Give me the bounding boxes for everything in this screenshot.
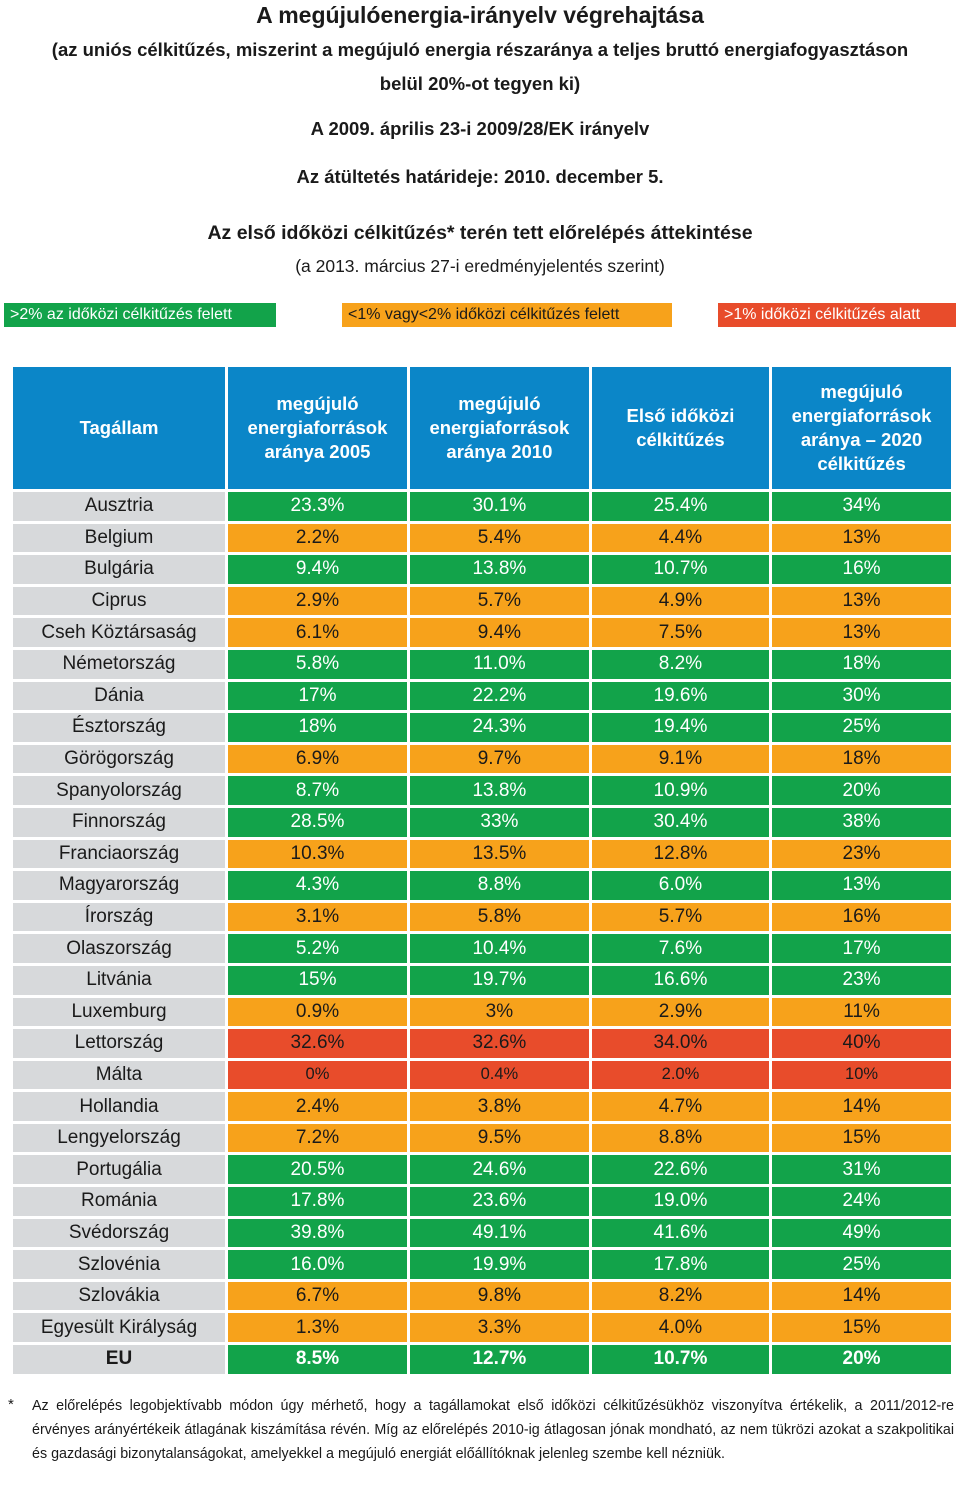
- target-2020-cell: 18%: [772, 745, 951, 774]
- table-row: [13, 934, 951, 963]
- share-2010-cell: 22.2%: [410, 682, 589, 711]
- target-2020-cell: 13%: [772, 524, 951, 553]
- target-2020-cell: 20%: [772, 776, 951, 805]
- target-2020-cell: 25%: [772, 1250, 951, 1279]
- share-2005-cell: 6.9%: [228, 745, 407, 774]
- country-cell: Románia: [13, 1187, 225, 1216]
- share-2010-cell: 32.6%: [410, 1029, 589, 1058]
- table-row: [13, 1345, 951, 1374]
- country-cell: Lengyelország: [13, 1124, 225, 1153]
- share-2010-cell: 19.7%: [410, 966, 589, 995]
- interim-target-cell: 7.6%: [592, 934, 769, 963]
- table-row: [13, 587, 951, 616]
- share-2005-cell: 7.2%: [228, 1124, 407, 1153]
- share-2010-cell: 23.6%: [410, 1187, 589, 1216]
- target-2020-cell: 24%: [772, 1187, 951, 1216]
- target-2020-cell: 14%: [772, 1282, 951, 1311]
- interim-target-cell: 8.8%: [592, 1124, 769, 1153]
- share-2010-cell: 33%: [410, 808, 589, 837]
- share-2010-cell: 0.4%: [410, 1061, 589, 1090]
- overview-note: (a 2013. március 27-i eredményjelentés szerint): [295, 256, 665, 276]
- legend-orange: <1% vagy<2% időközi célkitűzés felett: [342, 303, 672, 327]
- share-2005-cell: 5.8%: [228, 650, 407, 679]
- target-2020-cell: 13%: [772, 587, 951, 616]
- share-2010-cell: 3%: [410, 998, 589, 1027]
- share-2010-cell: 11.0%: [410, 650, 589, 679]
- share-2010-cell: 13.8%: [410, 776, 589, 805]
- country-cell: Németország: [13, 650, 225, 679]
- country-cell: Szlovénia: [13, 1250, 225, 1279]
- share-2005-cell: 39.8%: [228, 1219, 407, 1248]
- country-cell: Málta: [13, 1061, 225, 1090]
- share-2005-cell: 15%: [228, 966, 407, 995]
- interim-target-cell: 12.8%: [592, 840, 769, 869]
- country-cell: EU: [13, 1345, 225, 1374]
- interim-target-cell: 8.2%: [592, 1282, 769, 1311]
- transposition-deadline: Az átültetés határideje: 2010. december 5.: [296, 166, 664, 187]
- interim-target-cell: 19.4%: [592, 713, 769, 742]
- header-share-2005: megújuló energiaforrások aránya 2005: [228, 367, 407, 489]
- table-body: [13, 492, 951, 1374]
- share-2005-cell: 28.5%: [228, 808, 407, 837]
- footnote-marker: *: [8, 1396, 14, 1413]
- subtitle-line-1: (az uniós célkitűzés, miszerint a megújuló energia részaránya a teljes bruttó energiafogyasztáson: [51, 39, 909, 60]
- target-2020-cell: 10%: [772, 1061, 951, 1090]
- table-row: [13, 492, 951, 521]
- interim-target-cell: 22.6%: [592, 1155, 769, 1184]
- share-2010-cell: 3.3%: [410, 1313, 589, 1342]
- share-2010-cell: 8.8%: [410, 871, 589, 900]
- interim-target-cell: 2.9%: [592, 998, 769, 1027]
- target-2020-cell: 16%: [772, 555, 951, 584]
- header-2020-target: megújuló energiaforrások aránya – 2020 célkitűzés: [772, 367, 951, 489]
- country-cell: Finnország: [13, 808, 225, 837]
- table-row: [13, 1187, 951, 1216]
- footnote-text: Az előrelépés legobjektívabb módon úgy mérhető, hogy a tagállamokat első időközi célkitűzésükhöz viszonyítva értékelik, a 2011/2012-re érvényes arányértékeik átlagának kiszámítása révén. Míg az előrelépés 2010-ig átlagosan jónak mondható, az nem tükrözi azokat a szakpolitikai és gazdasági bizonytalanságokat, amelyekkel a megújuló energiát előállítóknak jelenleg szembe kell nézniük.: [32, 1398, 954, 1462]
- share-2010-cell: 49.1%: [410, 1219, 589, 1248]
- target-2020-cell: 13%: [772, 871, 951, 900]
- share-2010-cell: 5.8%: [410, 903, 589, 932]
- overview-heading: Az első időközi célkitűzés* terén tett előrelépés áttekintése: [207, 222, 753, 244]
- interim-target-cell: 10.7%: [592, 555, 769, 584]
- country-cell: Belgium: [13, 524, 225, 553]
- interim-target-cell: 16.6%: [592, 966, 769, 995]
- table-row: [13, 903, 951, 932]
- target-2020-cell: 16%: [772, 903, 951, 932]
- target-2020-cell: 14%: [772, 1092, 951, 1121]
- country-cell: Cseh Köztársaság: [13, 618, 225, 647]
- share-2005-cell: 32.6%: [228, 1029, 407, 1058]
- header-first-interim-target: Első időközi célkitűzés: [592, 367, 769, 489]
- table-row: [13, 998, 951, 1027]
- country-cell: Észtország: [13, 713, 225, 742]
- interim-target-cell: 8.2%: [592, 650, 769, 679]
- share-2005-cell: 20.5%: [228, 1155, 407, 1184]
- interim-target-cell: 2.0%: [592, 1061, 769, 1090]
- interim-target-cell: 25.4%: [592, 492, 769, 521]
- share-2005-cell: 17%: [228, 682, 407, 711]
- table-row: [13, 555, 951, 584]
- target-2020-cell: 13%: [772, 618, 951, 647]
- header-share-2010: megújuló energiaforrások aránya 2010: [410, 367, 589, 489]
- share-2010-cell: 9.4%: [410, 618, 589, 647]
- interim-target-cell: 19.6%: [592, 682, 769, 711]
- page-title: A megújulóenergia-irányelv végrehajtása: [256, 2, 704, 28]
- share-2005-cell: 9.4%: [228, 555, 407, 584]
- header-member-state: Tagállam: [13, 367, 225, 489]
- target-2020-cell: 40%: [772, 1029, 951, 1058]
- interim-target-cell: 30.4%: [592, 808, 769, 837]
- interim-target-cell: 4.4%: [592, 524, 769, 553]
- table-row: [13, 1313, 951, 1342]
- share-2010-cell: 13.8%: [410, 555, 589, 584]
- interim-target-cell: 4.0%: [592, 1313, 769, 1342]
- target-2020-cell: 18%: [772, 650, 951, 679]
- target-2020-cell: 15%: [772, 1313, 951, 1342]
- interim-target-cell: 4.7%: [592, 1092, 769, 1121]
- table-row: [13, 1061, 951, 1090]
- share-2010-cell: 9.5%: [410, 1124, 589, 1153]
- share-2005-cell: 2.2%: [228, 524, 407, 553]
- table-row: [13, 650, 951, 679]
- interim-target-cell: 4.9%: [592, 587, 769, 616]
- country-cell: Hollandia: [13, 1092, 225, 1121]
- share-2005-cell: 16.0%: [228, 1250, 407, 1279]
- share-2010-cell: 24.3%: [410, 713, 589, 742]
- country-cell: Olaszország: [13, 934, 225, 963]
- target-2020-cell: 31%: [772, 1155, 951, 1184]
- share-2005-cell: 2.9%: [228, 587, 407, 616]
- share-2005-cell: 17.8%: [228, 1187, 407, 1216]
- interim-target-cell: 41.6%: [592, 1219, 769, 1248]
- interim-target-cell: 5.7%: [592, 903, 769, 932]
- country-cell: Görögország: [13, 745, 225, 774]
- share-2010-cell: 24.6%: [410, 1155, 589, 1184]
- share-2005-cell: 8.5%: [228, 1345, 407, 1374]
- target-2020-cell: 34%: [772, 492, 951, 521]
- interim-target-cell: 7.5%: [592, 618, 769, 647]
- share-2010-cell: 9.7%: [410, 745, 589, 774]
- country-cell: Litvánia: [13, 966, 225, 995]
- share-2005-cell: 8.7%: [228, 776, 407, 805]
- share-2010-cell: 3.8%: [410, 1092, 589, 1121]
- share-2010-cell: 30.1%: [410, 492, 589, 521]
- share-2005-cell: 18%: [228, 713, 407, 742]
- share-2005-cell: 0%: [228, 1061, 407, 1090]
- table-row: [13, 776, 951, 805]
- table-row: [13, 1282, 951, 1311]
- country-cell: Egyesült Királyság: [13, 1313, 225, 1342]
- table-row: [13, 1155, 951, 1184]
- share-2010-cell: 5.4%: [410, 524, 589, 553]
- subtitle-line-2: belül 20%-ot tegyen ki): [379, 73, 581, 94]
- interim-target-cell: 10.9%: [592, 776, 769, 805]
- target-2020-cell: 30%: [772, 682, 951, 711]
- table-row: [13, 966, 951, 995]
- share-2010-cell: 12.7%: [410, 1345, 589, 1374]
- table-row: [13, 713, 951, 742]
- target-2020-cell: 15%: [772, 1124, 951, 1153]
- target-2020-cell: 20%: [772, 1345, 951, 1374]
- share-2005-cell: 6.7%: [228, 1282, 407, 1311]
- target-2020-cell: 23%: [772, 840, 951, 869]
- table-row: [13, 682, 951, 711]
- share-2010-cell: 19.9%: [410, 1250, 589, 1279]
- table-row: [13, 1029, 951, 1058]
- target-2020-cell: 49%: [772, 1219, 951, 1248]
- share-2010-cell: 10.4%: [410, 934, 589, 963]
- table-row: [13, 808, 951, 837]
- table-row: [13, 1250, 951, 1279]
- country-cell: Szlovákia: [13, 1282, 225, 1311]
- share-2005-cell: 3.1%: [228, 903, 407, 932]
- interim-target-cell: 9.1%: [592, 745, 769, 774]
- country-cell: Spanyolország: [13, 776, 225, 805]
- target-2020-cell: 25%: [772, 713, 951, 742]
- table-row: [13, 1124, 951, 1153]
- table-row: [13, 871, 951, 900]
- target-2020-cell: 23%: [772, 966, 951, 995]
- renewables-table: [10, 364, 954, 1377]
- share-2005-cell: 2.4%: [228, 1092, 407, 1121]
- share-2005-cell: 10.3%: [228, 840, 407, 869]
- table-row: [13, 1219, 951, 1248]
- share-2005-cell: 23.3%: [228, 492, 407, 521]
- interim-target-cell: 6.0%: [592, 871, 769, 900]
- table-row: [13, 1092, 951, 1121]
- country-cell: Ciprus: [13, 587, 225, 616]
- interim-target-cell: 19.0%: [592, 1187, 769, 1216]
- country-cell: Magyarország: [13, 871, 225, 900]
- target-2020-cell: 11%: [772, 998, 951, 1027]
- table-row: [13, 618, 951, 647]
- country-cell: Luxemburg: [13, 998, 225, 1027]
- table-row: [13, 524, 951, 553]
- target-2020-cell: 38%: [772, 808, 951, 837]
- interim-target-cell: 10.7%: [592, 1345, 769, 1374]
- share-2010-cell: 13.5%: [410, 840, 589, 869]
- legend-red: >1% időközi célkitűzés alatt: [718, 303, 956, 327]
- target-2020-cell: 17%: [772, 934, 951, 963]
- legend-green: >2% az időközi célkitűzés felett: [4, 303, 276, 327]
- table-header-row: [13, 367, 951, 489]
- country-cell: Portugália: [13, 1155, 225, 1184]
- table-row: [13, 840, 951, 869]
- share-2005-cell: 5.2%: [228, 934, 407, 963]
- country-cell: Ausztria: [13, 492, 225, 521]
- country-cell: Lettország: [13, 1029, 225, 1058]
- country-cell: Bulgária: [13, 555, 225, 584]
- country-cell: Dánia: [13, 682, 225, 711]
- directive-reference: A 2009. április 23-i 2009/28/EK irányelv: [310, 118, 650, 139]
- share-2005-cell: 4.3%: [228, 871, 407, 900]
- interim-target-cell: 34.0%: [592, 1029, 769, 1058]
- country-cell: Franciaország: [13, 840, 225, 869]
- share-2010-cell: 5.7%: [410, 587, 589, 616]
- country-cell: Svédország: [13, 1219, 225, 1248]
- share-2010-cell: 9.8%: [410, 1282, 589, 1311]
- interim-target-cell: 17.8%: [592, 1250, 769, 1279]
- share-2005-cell: 0.9%: [228, 998, 407, 1027]
- table-row: [13, 745, 951, 774]
- share-2005-cell: 1.3%: [228, 1313, 407, 1342]
- country-cell: Írország: [13, 903, 225, 932]
- share-2005-cell: 6.1%: [228, 618, 407, 647]
